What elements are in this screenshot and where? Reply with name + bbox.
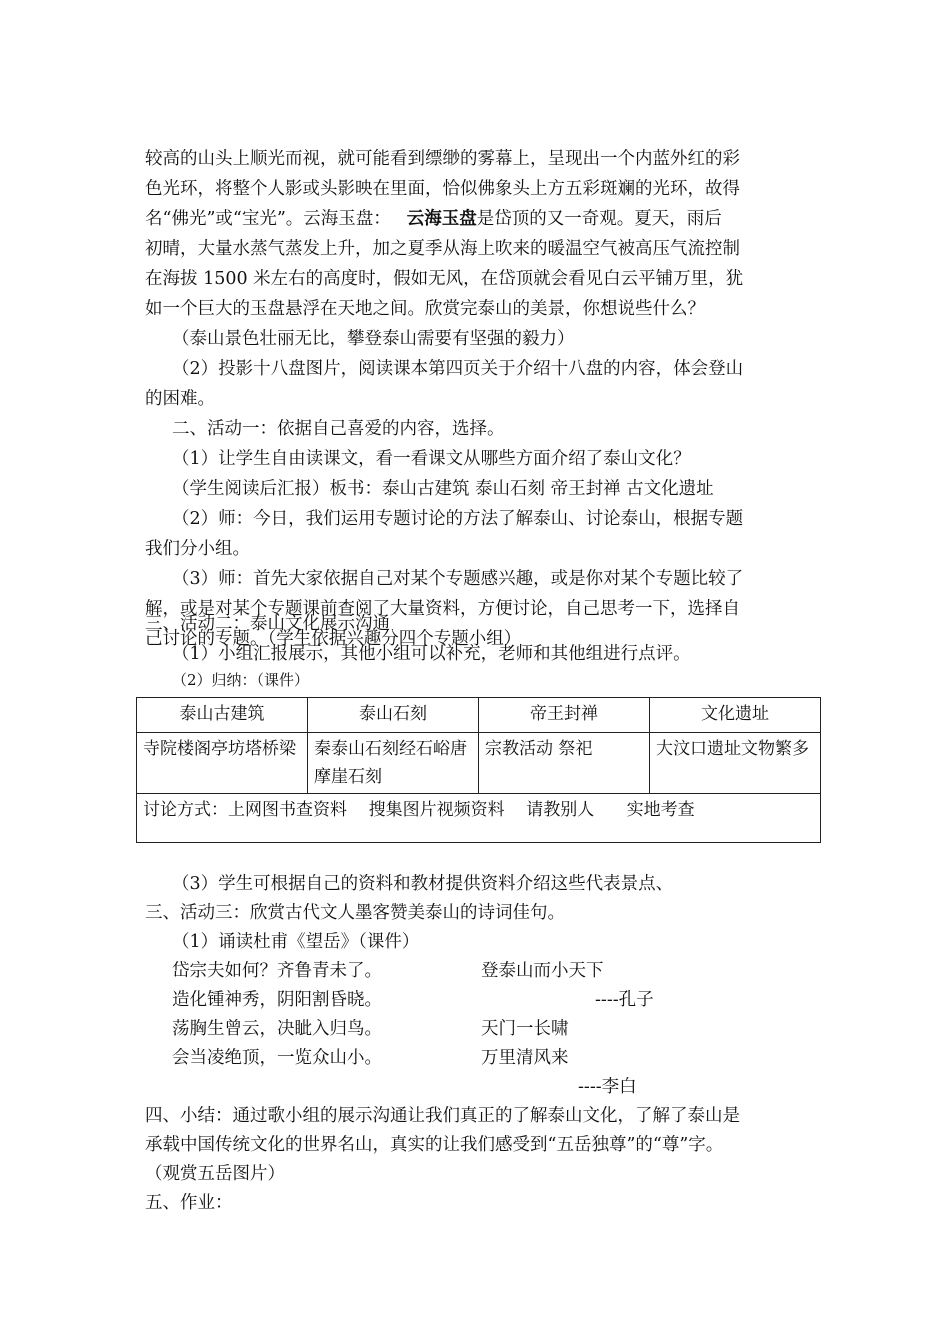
table-header-cell: 泰山石刻: [308, 698, 479, 733]
section-heading: 二、活动一：依据自己喜爱的内容，选择。: [172, 419, 505, 439]
poem-line: 造化锺神秀，阴阳割昏晓。: [172, 990, 382, 1010]
table-header-row: [137, 698, 821, 733]
table-footer-row: [137, 794, 821, 843]
list-item: 解，或是对某个专题课前查阅了大量资料，方便讨论，自己思考一下，选择自: [145, 599, 740, 619]
table-header-cell: 泰山古建筑: [137, 698, 308, 733]
text-span: 名“佛光”或“宝光”。云海玉盘：: [145, 209, 391, 229]
quote-line: 万里清风来: [481, 1048, 569, 1068]
table-header-cell: 帝王封禅: [479, 698, 650, 733]
paragraph-line: 色光环，将整个人影或头影映在里面，恰似佛象头上方五彩斑斓的光环，故得: [145, 179, 740, 199]
list-item: （2）师：今日，我们运用专题讨论的方法了解泰山、讨论泰山，根据专题: [172, 509, 744, 529]
table-cell: 寺院楼阁亭坊塔桥梁: [137, 733, 308, 794]
summary-table: [136, 697, 821, 843]
poem-line: 岱宗夫如何？齐鲁青未了。: [172, 961, 382, 981]
paragraph-line: 较高的山头上顺光而视，就可能看到缥缈的雾幕上，呈现出一个内蓝外红的彩: [145, 149, 740, 169]
quote-attribution: ----李白: [578, 1077, 637, 1097]
text-span: 是岱顶的又一奇观。夏天，雨后: [476, 209, 722, 229]
list-item: （1）小组汇报展示，其他小组可以补充，老师和其他组进行点评。: [172, 644, 691, 664]
poem-line: 荡胸生曾云，决眦入归鸟。: [172, 1019, 382, 1039]
table-footer-cell: 讨论方式：上网图书查资料 搜集图片视频资料 请教别人 实地考查: [137, 794, 821, 843]
list-item: 我们分小组。: [145, 539, 250, 559]
paragraph-line: 在海拔 1500 米左右的高度时，假如无风，在岱顶就会看见白云平铺万里，犹: [145, 269, 744, 289]
table-row: [137, 733, 821, 794]
paragraph-line: 如一个巨大的玉盘悬浮在天地之间。欣赏完泰山的美景，你想说些什么？: [145, 299, 705, 319]
list-item: 己讨论的专题。（学生依据兴趣分四个专题小组）: [145, 629, 522, 649]
section-heading: 三、活动二：泰山文化展示沟通: [145, 614, 390, 634]
section-heading: 三、活动三：欣赏古代文人墨客赞美泰山的诗词佳句。: [145, 903, 565, 923]
quote-line: 天门一长啸: [481, 1019, 569, 1039]
table-cell: 宗教活动 祭祀: [479, 733, 650, 794]
list-item: （学生阅读后汇报）板书：泰山古建筑 泰山石刻 帝王封禅 古文化遗址: [172, 479, 714, 499]
paragraph-line: [145, 205, 722, 233]
section-heading: 五、作业：: [145, 1193, 233, 1213]
paragraph-line: （2）投影十八盘图片，阅读课本第四页关于介绍十八盘的内容，体会登山: [172, 359, 744, 379]
list-item: （1）诵读杜甫《望岳》（课件）: [172, 932, 420, 952]
list-item: （3）师：首先大家依据自己对某个专题感兴趣，或是你对某个专题比较了: [172, 569, 744, 589]
list-item: （3）学生可根据自己的资料和教材提供资料介绍这些代表景点、: [172, 874, 674, 894]
quote-attribution: ----孔子: [595, 990, 654, 1010]
list-item: （2）归纳：（课件）: [172, 671, 310, 689]
paragraph-line: 承载中国传统文化的世界名山，真实的让我们感受到“五岳独尊”的“尊”字。: [145, 1135, 724, 1155]
quote-line: 登泰山而小天下: [481, 961, 604, 981]
table-cell: 大汶口遗址文物繁多: [650, 733, 821, 794]
paragraph-line: （泰山景色壮丽无比，攀登泰山需要有坚强的毅力）: [172, 329, 575, 349]
list-item: （1）让学生自由读课文，看一看课文从哪些方面介绍了泰山文化？: [172, 449, 691, 469]
paragraph-line: 四、小结：通过歌小组的展示沟通让我们真正的了解泰山文化，了解了泰山是: [145, 1106, 740, 1126]
poem-line: 会当凌绝顶，一览众山小。: [172, 1048, 382, 1068]
paragraph-line: （观赏五岳图片）: [145, 1164, 285, 1184]
table-cell: 秦泰山石刻经石峪唐摩崖石刻: [308, 733, 479, 794]
paragraph-line: 的困难。: [145, 389, 215, 409]
paragraph-line: 初晴，大量水蒸气蒸发上升，加之夏季从海上吹来的暖温空气被高压气流控制: [145, 239, 740, 259]
table-header-cell: 文化遗址: [650, 698, 821, 733]
bold-term: 云海玉盘: [406, 209, 477, 229]
